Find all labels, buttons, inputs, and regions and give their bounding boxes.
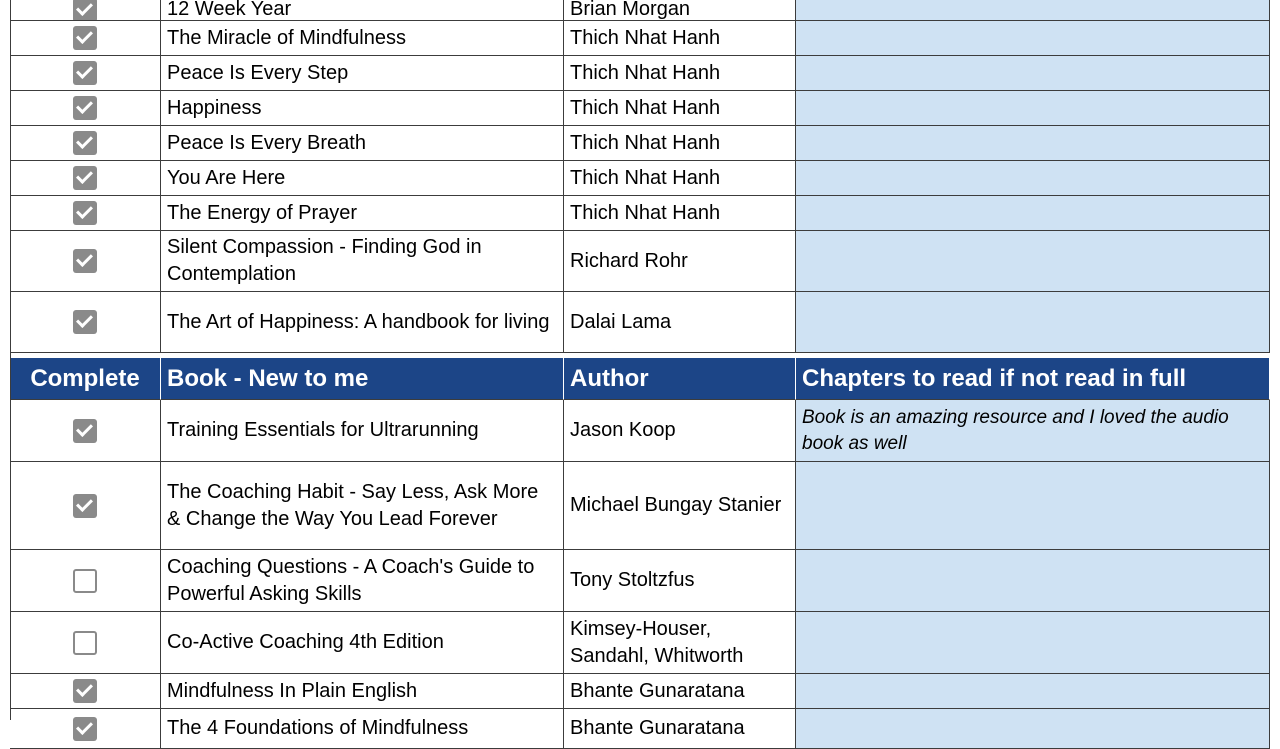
- author-name: Thich Nhat Hanh: [570, 96, 721, 119]
- book-title: Peace Is Every Breath: [167, 131, 366, 154]
- chapters-notes-cell[interactable]: [796, 550, 1270, 612]
- checkbox-checked[interactable]: [73, 26, 97, 50]
- header-book: Book - New to me: [161, 358, 564, 400]
- book-title-cell[interactable]: [161, 292, 564, 353]
- chapters-notes-cell[interactable]: [796, 21, 1270, 56]
- checkbox-checked[interactable]: [73, 717, 97, 741]
- book-title-cell[interactable]: [161, 231, 564, 292]
- author-cell[interactable]: [564, 21, 796, 56]
- book-title-cell[interactable]: [161, 550, 564, 612]
- author-name: Brian Morgan: [570, 0, 691, 20]
- author-name: Thich Nhat Hanh: [570, 26, 721, 49]
- author-name: Thich Nhat Hanh: [570, 201, 721, 224]
- chapters-notes-cell[interactable]: [796, 126, 1270, 161]
- author-cell[interactable]: [564, 91, 796, 126]
- chapters-notes-cell[interactable]: [796, 674, 1270, 709]
- author-cell[interactable]: [564, 0, 796, 21]
- checkbox-checked[interactable]: [73, 61, 97, 85]
- checkbox-checked[interactable]: [73, 249, 97, 273]
- author-cell[interactable]: [564, 161, 796, 196]
- author-name: Richard Rohr: [570, 249, 688, 272]
- author-name: Tony Stoltzfus: [570, 569, 695, 591]
- book-title-cell[interactable]: [161, 612, 564, 674]
- book-title: The Energy of Prayer: [167, 201, 358, 224]
- author-cell[interactable]: [564, 56, 796, 91]
- book-title-cell[interactable]: [161, 709, 564, 749]
- book-title: The Art of Happiness: A handbook for living: [167, 310, 550, 333]
- chapters-notes-cell[interactable]: [796, 231, 1270, 292]
- book-title: Co-Active Coaching 4th Edition: [167, 631, 444, 653]
- author-cell[interactable]: [564, 196, 796, 231]
- checkbox-unchecked[interactable]: [73, 631, 97, 655]
- book-title: The Coaching Habit - Say Less, Ask More & Change the Way You Lead Forever: [167, 480, 539, 530]
- chapters-notes-cell[interactable]: [796, 91, 1270, 126]
- checkbox-checked[interactable]: [73, 96, 97, 120]
- complete-cell[interactable]: [10, 231, 161, 292]
- checkbox-checked[interactable]: [73, 419, 97, 443]
- complete-cell[interactable]: [10, 21, 161, 56]
- chapters-notes-cell[interactable]: [796, 161, 1270, 196]
- author-name: Bhante Gunaratana: [570, 717, 745, 739]
- author-name: Kimsey-Houser, Sandahl, Whitworth: [570, 617, 744, 667]
- book-title: Silent Compassion - Finding God in Contemplation: [167, 236, 482, 285]
- chapters-notes-cell[interactable]: [796, 709, 1270, 749]
- complete-cell[interactable]: [10, 196, 161, 231]
- author-name: Jason Koop: [570, 419, 676, 441]
- complete-cell[interactable]: [10, 550, 161, 612]
- chapters-notes-text: Book is an amazing resource and I loved the audio book as well: [802, 407, 1229, 454]
- author-name: Thich Nhat Hanh: [570, 131, 721, 154]
- chapters-notes-cell[interactable]: [796, 400, 1270, 462]
- complete-cell[interactable]: [10, 462, 161, 550]
- chapters-notes-cell[interactable]: [796, 0, 1270, 21]
- book-title: The 4 Foundations of Mindfulness: [167, 717, 469, 739]
- book-title-cell[interactable]: [161, 161, 564, 196]
- book-title: Training Essentials for Ultrarunning: [167, 419, 479, 441]
- chapters-notes-cell[interactable]: [796, 292, 1270, 353]
- author-name: Michael Bungay Stanier: [570, 494, 782, 516]
- author-cell[interactable]: [564, 550, 796, 612]
- checkbox-checked[interactable]: [73, 494, 97, 518]
- book-title: 12 Week Year: [167, 0, 292, 20]
- book-title-cell[interactable]: [161, 56, 564, 91]
- book-title-cell[interactable]: [161, 462, 564, 550]
- book-title: Peace Is Every Step: [167, 61, 349, 84]
- author-name: Bhante Gunaratana: [570, 679, 745, 702]
- author-name: Thich Nhat Hanh: [570, 61, 721, 84]
- complete-cell[interactable]: [10, 709, 161, 749]
- checkbox-checked[interactable]: [73, 310, 97, 334]
- author-cell[interactable]: [564, 400, 796, 462]
- grid-left-border: [10, 0, 11, 720]
- book-title-cell[interactable]: [161, 0, 564, 21]
- author-cell[interactable]: [564, 231, 796, 292]
- author-name: Thich Nhat Hanh: [570, 166, 721, 189]
- book-title: Happiness: [167, 96, 262, 119]
- complete-cell[interactable]: [10, 161, 161, 196]
- book-title: The Miracle of Mindfulness: [167, 26, 406, 49]
- complete-cell[interactable]: [10, 400, 161, 462]
- checkbox-checked[interactable]: [73, 201, 97, 225]
- book-title-cell[interactable]: [161, 21, 564, 56]
- chapters-notes-cell[interactable]: [796, 462, 1270, 550]
- checkbox-checked[interactable]: [73, 131, 97, 155]
- author-name: Dalai Lama: [570, 310, 672, 333]
- complete-cell[interactable]: [10, 0, 161, 21]
- chapters-notes-cell[interactable]: [796, 56, 1270, 91]
- chapters-notes-cell[interactable]: [796, 196, 1270, 231]
- book-title: You Are Here: [167, 166, 286, 189]
- book-title-cell[interactable]: [161, 674, 564, 709]
- book-title: Coaching Questions - A Coach's Guide to Powerful Asking Skills: [167, 555, 535, 605]
- author-cell[interactable]: [564, 462, 796, 550]
- book-title: Mindfulness In Plain English: [167, 679, 418, 702]
- header-chapters: Chapters to read if not read in full: [796, 358, 1270, 400]
- complete-cell[interactable]: [10, 612, 161, 674]
- book-title-cell[interactable]: [161, 196, 564, 231]
- complete-cell[interactable]: [10, 126, 161, 161]
- book-title-cell[interactable]: [161, 91, 564, 126]
- complete-cell[interactable]: [10, 292, 161, 353]
- book-title-cell[interactable]: [161, 126, 564, 161]
- header-complete: Complete: [10, 358, 161, 400]
- author-cell[interactable]: [564, 292, 796, 353]
- book-title-cell[interactable]: [161, 400, 564, 462]
- complete-cell[interactable]: [10, 91, 161, 126]
- author-cell[interactable]: [564, 674, 796, 709]
- checkbox-checked[interactable]: [73, 0, 97, 21]
- checkbox-checked[interactable]: [73, 166, 97, 190]
- checkbox-checked[interactable]: [73, 679, 97, 703]
- header-author: Author: [564, 358, 796, 400]
- author-cell[interactable]: [564, 709, 796, 749]
- chapters-notes-cell[interactable]: [796, 612, 1270, 674]
- author-cell[interactable]: [564, 126, 796, 161]
- complete-cell[interactable]: [10, 56, 161, 91]
- checkbox-unchecked[interactable]: [73, 569, 97, 593]
- complete-cell[interactable]: [10, 674, 161, 709]
- author-cell[interactable]: [564, 612, 796, 674]
